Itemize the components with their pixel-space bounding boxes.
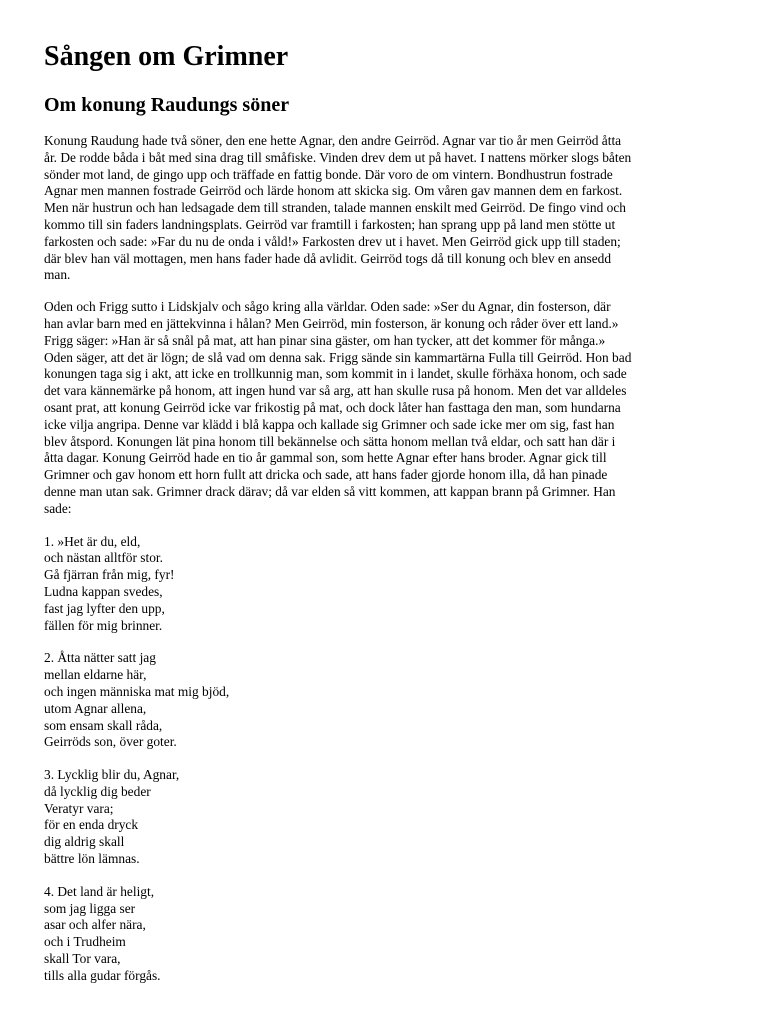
verse-line: 2. Åtta nätter satt jag [44, 650, 156, 666]
verse-line: och nästan alltför stor. [44, 550, 163, 566]
paragraph-2: Oden och Frigg sutto i Lidskjalv och sågo kring alla världar. Oden sade: »Ser du Agnar, din fosterson, där han avlar barn med en jättekvinna i hålan? Men Geirröd, min fosterson, är konung och råder över ett land.» Frigg säger: »Han är så snål på mat, att han pinar sina gäster, om han tycker, att det kommer för många.» Oden säger, att det är lögn; de slå vad om denna sak. Frigg sände sin kammartärna Fulla till Geirröd. Hon bad konungen taga sig i akt, att icke en trollkunnig man, som kommit in i landet, skulle förhäxa honom, och sade det vara kännemärke på honom, att ingen hund var så arg, att han skulle rusa på honom. Men det var alldeles osant prat, att konung Geirröd icke var frikostig på mat, och dock låter han fasttaga den man, som hundarna icke vilja angripa. Denne var klädd i blå kappa och kallade sig Grimner och sade icke mer om sig, fast han blev åtspord. Konungen lät pina honom till bekännelse och sätta honom mellan två eldar, och satt han där i åtta dagar. Konung Geirröd hade en tio år gammal son, som hette Agnar efter hans broder. Agnar gick till Grimner och gav honom ett horn fullt att dricka och sade, att hans fader gjorde honom illa, då han pinade denne man utan sak. Grimner drack därav; då var elden så vitt kommen, att kappan brann på Grimner. Han sade: [44, 299, 632, 516]
section-heading: Om konung Raudungs söner [44, 94, 290, 116]
verse-line: 4. Det land är heligt, [44, 883, 155, 899]
verse-line: 3. Lycklig blir du, Agnar, [44, 767, 180, 783]
stanza-3 [44, 767, 728, 868]
verse-line: skall Tor vara, [44, 951, 121, 967]
verse-line: som ensam skall råda, [44, 717, 163, 733]
stanza-4 [44, 884, 728, 985]
verse-line: mellan eldarne här, [44, 667, 147, 683]
verse-line: Ludna kappan svedes, [44, 583, 163, 599]
verse-line: och ingen människa mat mig bjöd, [44, 683, 230, 699]
stanza-1 [44, 534, 728, 635]
verse-line: då lycklig dig beder [44, 783, 151, 799]
verse-line: som jag ligga ser [44, 900, 136, 916]
verse-line: Veratyr vara; [44, 800, 114, 816]
verse-line: Geirröds son, över goter. [44, 734, 177, 750]
verse-line: tills alla gudar förgås. [44, 967, 161, 983]
paragraph-1: Konung Raudung hade två söner, den ene hette Agnar, den andre Geirröd. Agnar var tio år men Geirröd åtta år. De rodde båda i båt med sina drag till småfiske. Vinden drev dem ut på havet. I nattens mörker slogs båten sönder mot land, de gingo upp och träffade en fattig bonde. Där voro de om vintern. Bondhustrun fostrade Agnar men mannen fostrade Geirröd och lärde honom att skicka sig. Om våren gav mannen dem en farkost. Men när hustrun och han ledsagade dem till stranden, talade mannen enskilt med Geirröd. De fingo vind och kommo till sin faders landningsplats. Geirröd var framtill i farkosten; han sprang upp på land men stötte ut farkosten och sade: »Far du nu de onda i våld!» Farkosten drev ut i havet. Men Geirröd gick upp till staden; där blev han väl mottagen, men hans fader hade då avlidit. Geirröd togs då till konung och blev en ansedd man. [44, 133, 632, 283]
verse-line: utom Agnar allena, [44, 700, 147, 716]
verse-line: för en enda dryck [44, 817, 139, 833]
verse-line: fast jag lyfter den upp, [44, 600, 165, 616]
verse-line: bättre lön lämnas. [44, 851, 140, 867]
verse-line: Gå fjärran från mig, fyr! [44, 567, 175, 583]
verse-line: 1. »Het är du, eld, [44, 533, 141, 549]
verse-line: dig aldrig skall [44, 834, 125, 850]
stanza-2 [44, 650, 728, 751]
verse-line: fällen för mig brinner. [44, 617, 163, 633]
page-title: Sången om Grimner [44, 41, 289, 72]
verse-line: och i Trudheim [44, 934, 126, 950]
verse-line: asar och alfer nära, [44, 917, 146, 933]
